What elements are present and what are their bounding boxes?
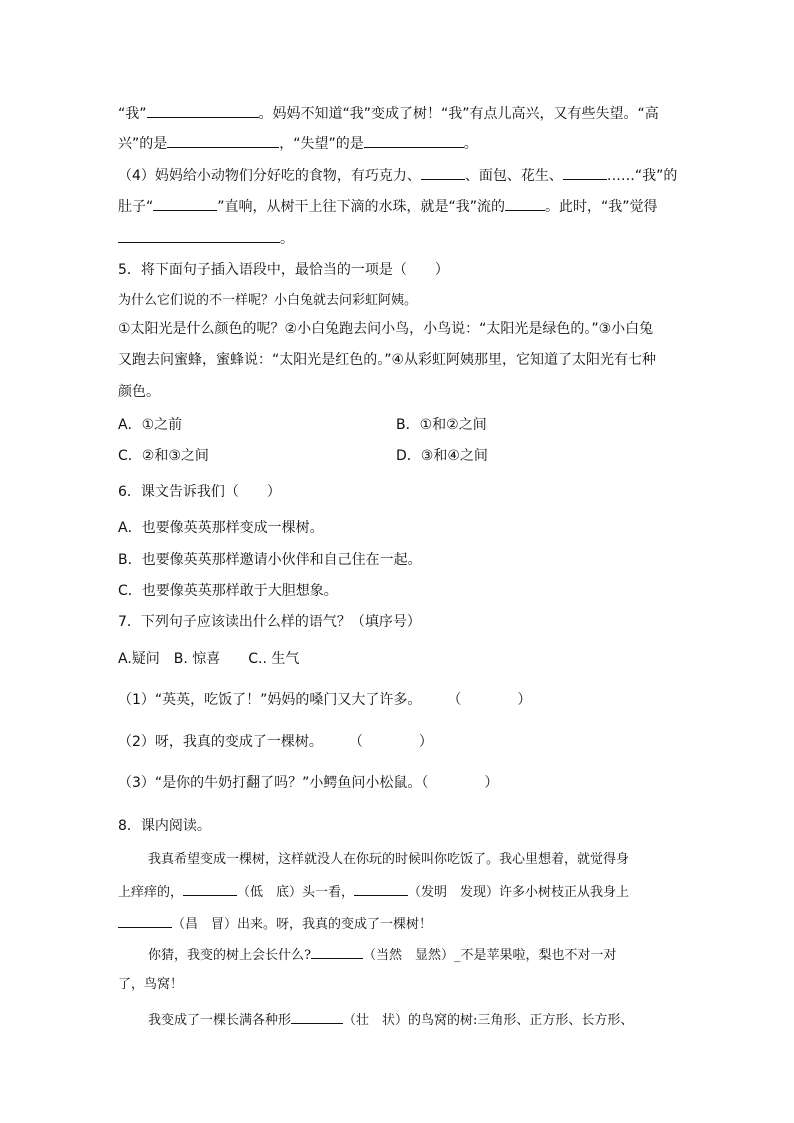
q4-text: 。妈妈不知道“我”变成了树！“我”有点儿高兴，又有些失望。“高	[258, 106, 659, 122]
q7-sentence-3	[118, 773, 498, 793]
q4-text: 、面包、花生、	[464, 168, 563, 184]
q8-passage-line-4	[148, 944, 617, 966]
answer-blank[interactable]	[291, 1009, 343, 1024]
answer-blank[interactable]	[153, 196, 217, 211]
q5-paragraph-line-3: 颜色。	[118, 384, 160, 400]
q7-sentence-text: （1）“英英，吃饭了！”妈妈的嗓门又大了许多。	[118, 692, 422, 708]
q8-passage-line-1: 我真希望变成一棵树，这样就没人在你玩的时候叫你吃饭了。我心里想着，就觉得身	[148, 852, 630, 867]
q6-option-a[interactable]: A．也要像英英那样变成一棵树。	[118, 520, 324, 536]
answer-blank[interactable]	[118, 228, 280, 243]
q4-text: 肚子“	[118, 199, 154, 215]
q5-option-b[interactable]: B．①和②之间	[396, 417, 487, 433]
q7-stem: 7．下列句子应该读出什么样的语气？（填序号）	[118, 614, 421, 630]
q4-line-5	[118, 228, 294, 249]
answer-blank[interactable]	[563, 165, 607, 180]
answer-blank[interactable]	[118, 913, 172, 928]
q4-text: ，“失望”的是	[279, 136, 364, 152]
q5-option-a[interactable]: A．①之前	[118, 417, 183, 433]
q7-sentence-text: （3）“是你的牛奶打翻了吗？”小鳄鱼问小松鼠。	[118, 775, 422, 791]
q4-text: （4）妈妈给小动物们分好吃的食物，有巧克力、	[118, 168, 421, 184]
q4-line-4	[118, 196, 658, 217]
passage-text: 你猜，我变的树上会长什么?	[148, 948, 311, 963]
q7-sentence-text: （2）呀，我真的变成了一棵树。	[118, 734, 323, 750]
answer-blank[interactable]	[167, 133, 279, 148]
q5-paragraph-line-2: 又跑去问蜜蜂，蜜蜂说：“太阳光是红色的。”④从彩虹阿姨那里，它知道了太阳光有七种	[118, 352, 657, 368]
q5-option-d[interactable]: D．③和④之间	[396, 448, 488, 464]
answer-blank[interactable]	[354, 881, 408, 896]
q8-stem: 8．课内阅读。	[118, 818, 211, 834]
q6-stem: 6．课文告诉我们（ ）	[118, 484, 281, 500]
passage-text: 我变成了一棵长满各种形	[148, 1013, 292, 1028]
answer-blank[interactable]	[147, 103, 259, 118]
q8-passage-line-3	[118, 913, 432, 935]
q4-text: 兴”的是	[118, 136, 168, 152]
q4-text: “我”	[118, 106, 147, 122]
q8-passage-line-2	[118, 881, 629, 903]
q7-choices: A.疑问 B. 惊喜 C.. 生气	[118, 651, 300, 667]
answer-paren[interactable]: （ ）	[447, 692, 532, 708]
passage-text: （当然 显然）_不是苹果啦，梨也不对一对	[362, 948, 617, 963]
q8-passage-line-5: 了，鸟窝！	[118, 977, 184, 992]
q4-line-3	[118, 165, 677, 186]
answer-paren[interactable]: （ ）	[348, 734, 433, 750]
q6-option-b[interactable]: B．也要像英英那样邀请小伙伴和自己住在一起。	[118, 552, 422, 568]
q4-text: 。	[463, 136, 478, 152]
passage-text: （发明 发现）许多小树枝正从我身上	[408, 885, 630, 900]
answer-blank[interactable]	[505, 196, 545, 211]
q4-text: ……“我”的	[606, 168, 678, 184]
answer-blank[interactable]	[364, 133, 464, 148]
passage-text: 上痒痒的，	[118, 885, 184, 900]
q4-text: 。此时，“我”觉得	[545, 199, 658, 215]
q4-text: ”直响，从树干上往下滴的水珠，就是“我”流的	[217, 199, 506, 215]
q8-passage-line-6	[148, 1009, 633, 1031]
q7-sentence-1	[118, 690, 531, 710]
q6-option-c[interactable]: C．也要像英英那样敢于大胆想象。	[118, 583, 338, 599]
q7-sentence-2	[118, 732, 433, 752]
passage-text: （低 底）头一看，	[237, 885, 355, 900]
passage-text: （壮 状）的鸟窝的树:三角形、正方形、长方形、	[343, 1013, 634, 1028]
q4-text: 。	[280, 231, 294, 247]
answer-paren[interactable]: （ ）	[421, 775, 499, 791]
answer-blank[interactable]	[311, 944, 363, 959]
passage-text: （昌 冒）出来。呀，我真的变成了一棵树！	[172, 917, 433, 932]
q4-line-1	[118, 103, 659, 124]
answer-blank[interactable]	[183, 881, 237, 896]
q5-paragraph-line-1: ①太阳光是什么颜色的呢？②小白兔跑去问小鸟，小鸟说：“太阳光是绿色的。”③小白兔	[118, 321, 654, 337]
answer-blank[interactable]	[421, 165, 465, 180]
q4-line-2	[118, 133, 478, 154]
q5-stem: 5．将下面句子插入语段中，最恰当的一项是（ ）	[118, 262, 449, 278]
q5-insert-sentence: 为什么它们说的不一样呢？小白兔就去问彩虹阿姨。	[118, 293, 418, 308]
q5-option-c[interactable]: C．②和③之间	[118, 448, 209, 464]
